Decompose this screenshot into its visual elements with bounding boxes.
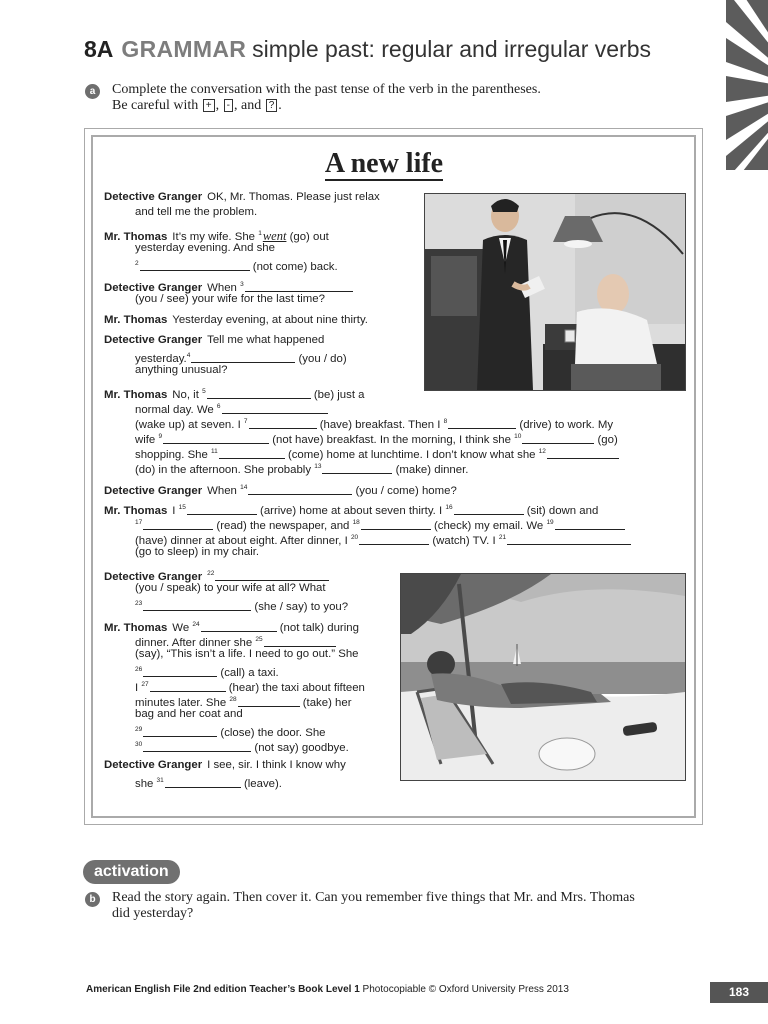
line-granger-5c: $^{23}$ (she / say) to you? bbox=[135, 600, 349, 613]
answer-blank-10[interactable] bbox=[522, 433, 594, 444]
answer-blank-25[interactable] bbox=[264, 636, 336, 647]
answer-blank-11[interactable] bbox=[219, 448, 285, 459]
answer-blank-27[interactable] bbox=[150, 681, 226, 692]
line-thomas-5f: minutes later. She $^{28}$ (take) her bbox=[135, 696, 352, 709]
answer-blank-2[interactable] bbox=[140, 260, 250, 271]
line-thomas-3b: normal day. We $^6$ bbox=[104, 399, 328, 418]
answer-blank-14[interactable] bbox=[248, 484, 352, 495]
illustration-detective-interview bbox=[424, 193, 686, 391]
answer-blank-9[interactable] bbox=[163, 433, 269, 444]
answer-blank-5[interactable] bbox=[207, 388, 311, 399]
task-b-badge: b bbox=[85, 892, 100, 907]
line-granger-6: Detective Granger I see, sir. I think I know why bbox=[104, 759, 346, 771]
line-thomas-3f: (do) in the afternoon. She probably $^{13}$ (make) dinner. bbox=[135, 463, 469, 476]
line-thomas-4c: (have) dinner at about eight. After dinner, I $^{20}$ (watch) TV. I $^{21}$ bbox=[104, 530, 631, 549]
line-thomas-2: Mr. Thomas Yesterday evening, at about nine thirty. bbox=[104, 314, 368, 326]
unit-number: 8A bbox=[84, 36, 114, 62]
task-b-line-2: did yesterday? bbox=[112, 906, 194, 921]
line-thomas-5d: $^{26}$ (call) a taxi. bbox=[135, 666, 279, 679]
answer-blank-8[interactable] bbox=[448, 418, 516, 429]
activation-label: activation bbox=[83, 860, 180, 884]
page-header bbox=[84, 36, 651, 63]
line-thomas-3: Mr. Thomas No, it $^5$ (be) just a bbox=[104, 388, 365, 401]
line-thomas-5c: (say), “This isn’t a life. I need to go out.” She bbox=[135, 648, 359, 660]
answer-blank-3[interactable] bbox=[245, 281, 353, 292]
line-thomas-4: Mr. Thomas I $^{15}$ (arrive) home at about seven thirty. I $^{16}$ (sit) down and bbox=[104, 504, 599, 517]
answer-blank-17[interactable] bbox=[143, 519, 213, 530]
question-box: ? bbox=[266, 99, 278, 112]
line-thomas-4b: $^{17}$ (read) the newspaper, and $^{18}$ (check) my email. We $^{19}$ bbox=[104, 515, 625, 534]
task-b-line-1: Read the story again. Then cover it. Can you remember five things that Mr. and Mrs. Thomas bbox=[112, 890, 635, 905]
line-thomas-4d: (go to sleep) in my chair. bbox=[135, 546, 260, 558]
line-granger-4: Detective Granger When $^{14}$ (you / come) home? bbox=[104, 484, 457, 497]
answer-blank-7[interactable] bbox=[249, 418, 317, 429]
line-thomas-3e: shopping. She $^{11}$ (come) home at lunchtime. I don’t know what she $^{12}$ bbox=[104, 444, 619, 463]
example-answer: went bbox=[262, 229, 287, 243]
answer-blank-26[interactable] bbox=[143, 666, 217, 677]
line-granger-2: Detective Granger When $^3$ bbox=[104, 277, 353, 296]
line-thomas-5e: I $^{27}$ (hear) the taxi about fifteen bbox=[135, 681, 365, 694]
line-thomas-5b: dinner. After dinner she $^{25}$ bbox=[104, 632, 336, 651]
line-granger-6b: she $^{31}$ (leave). bbox=[135, 777, 282, 790]
answer-blank-20[interactable] bbox=[359, 534, 429, 545]
task-a-instructions bbox=[112, 82, 541, 114]
line-thomas-5: Mr. Thomas We $^{24}$ (not talk) during bbox=[104, 621, 359, 634]
answer-blank-29[interactable] bbox=[143, 726, 217, 737]
answer-blank-6[interactable] bbox=[222, 403, 328, 414]
answer-blank-4[interactable] bbox=[191, 352, 295, 363]
answer-blank-31[interactable] bbox=[165, 777, 241, 788]
line-granger-3: Detective Granger Tell me what happened bbox=[104, 334, 325, 346]
line-granger-1b: and tell me the problem. bbox=[135, 206, 258, 218]
page-number: 183 bbox=[710, 982, 768, 1003]
line-granger-5b: (you / speak) to your wife at all? What bbox=[135, 582, 326, 594]
answer-blank-12[interactable] bbox=[547, 448, 619, 459]
line-granger-5: Detective Granger $^{22}$ bbox=[104, 566, 329, 585]
illustration-beach-scene bbox=[400, 573, 686, 781]
footer-credit: American English File 2nd edition Teacher’s Book Level 1 Photocopiable © Oxford University Press 2013 bbox=[86, 984, 569, 995]
story-title: A new life bbox=[324, 148, 444, 179]
speaker-thomas: Mr. Thomas bbox=[104, 231, 168, 243]
line-thomas-5g: bag and her coat and bbox=[135, 708, 243, 720]
answer-blank-18[interactable] bbox=[361, 519, 431, 530]
corner-sunburst-decoration bbox=[726, 0, 768, 170]
page-subtitle: simple past: regular and irregular verbs bbox=[252, 36, 652, 62]
line-granger-3c: anything unusual? bbox=[135, 364, 228, 376]
line-granger-1: Detective Granger OK, Mr. Thomas. Please just relax bbox=[104, 191, 380, 203]
task-b-instructions bbox=[112, 890, 635, 922]
line-thomas-5h: $^{29}$ (close) the door. She bbox=[135, 726, 326, 739]
answer-blank-22[interactable] bbox=[215, 570, 329, 581]
line-thomas-3c: (wake up) at seven. I $^7$ (have) breakfast. Then I $^8$ (drive) to work. My bbox=[135, 418, 614, 431]
minus-box: - bbox=[224, 99, 233, 112]
line-thomas-3d: wife $^9$ (not have) breakfast. In the morning, I think she $^{10}$ (go) bbox=[135, 433, 618, 446]
speaker-granger: Detective Granger bbox=[104, 191, 203, 203]
line-thomas-5i: $^{30}$ (not say) goodbye. bbox=[135, 741, 349, 754]
line-thomas-1: Mr. Thomas It’s my wife. She $^1$went (go) out bbox=[104, 229, 329, 243]
answer-blank-24[interactable] bbox=[201, 621, 277, 632]
instruction-line-2: Be careful with + , - , and ? . bbox=[112, 98, 282, 113]
line-granger-2b: (you / see) your wife for the last time? bbox=[135, 293, 325, 305]
answer-blank-19[interactable] bbox=[555, 519, 625, 530]
answer-blank-30[interactable] bbox=[143, 741, 251, 752]
section-label: GRAMMAR bbox=[121, 36, 247, 62]
answer-blank-13[interactable] bbox=[322, 463, 392, 474]
task-a-badge: a bbox=[85, 84, 100, 99]
line-thomas-1b: yesterday evening. And she bbox=[135, 242, 275, 254]
plus-box: + bbox=[203, 99, 215, 112]
answer-blank-21[interactable] bbox=[507, 534, 631, 545]
answer-blank-23[interactable] bbox=[143, 600, 251, 611]
instruction-line-1: Complete the conversation with the past tense of the verb in the parentheses. bbox=[112, 82, 541, 97]
answer-blank-28[interactable] bbox=[238, 696, 300, 707]
answer-blank-15[interactable] bbox=[187, 504, 257, 515]
line-thomas-1c: $^2$ (not come) back. bbox=[135, 260, 338, 273]
answer-blank-16[interactable] bbox=[454, 504, 524, 515]
line-granger-3b: yesterday.$^4$ (you / do) bbox=[135, 352, 347, 365]
